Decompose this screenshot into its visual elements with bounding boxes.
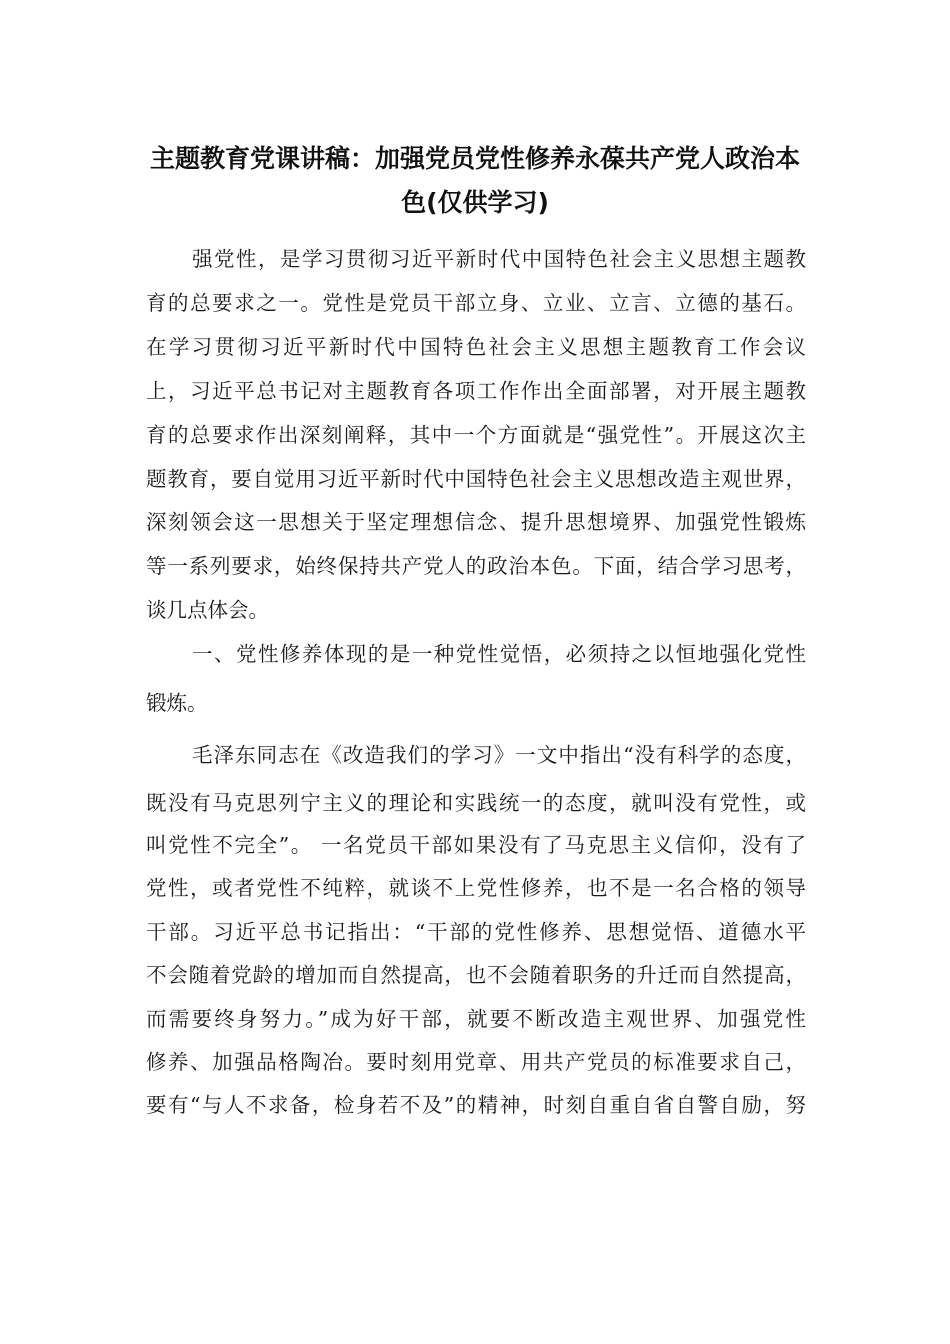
text-line: 题教育，要自觉用习近平新时代中国特色社会主义思想改造主观世界， xyxy=(146,467,806,491)
text-line: 而需要终身努力。”成为好干部，就要不断改造主观世界、加强党性 xyxy=(146,1007,806,1031)
text-line: 既没有马克思列宁主义的理论和实践统一的态度，就叫没有党性，或 xyxy=(146,791,806,815)
text-line: 党性，或者党性不纯粹，就谈不上党性修养，也不是一名合格的领导 xyxy=(146,876,806,900)
text-line: 毛泽东同志在《改造我们的学习》一文中指出“没有科学的态度， xyxy=(192,743,806,767)
text-line: 深刻领会这一思想关于坚定理想信念、提升思想境界、加强党性锻炼 xyxy=(146,510,806,534)
text-line: 一、党性修养体现的是一种党性觉悟，必须持之以恒地强化党性 xyxy=(192,642,806,666)
document-title-line-2: 色(仅供学习) xyxy=(401,188,549,217)
text-line: 修养、加强品格陶冶。要时刻用党章、用共产党员的标准要求自己， xyxy=(146,1050,806,1074)
text-line: 叫党性不完全”。 一名党员干部如果没有了马克思主义信仰，没有了 xyxy=(146,833,806,857)
text-line: 等一系列要求，始终保持共产党人的政治本色。下面，结合学习思考， xyxy=(146,554,806,578)
text-line: 谈几点体会。 xyxy=(146,598,269,622)
text-line: 不会随着党龄的增加而自然提高，也不会随着职务的升迁而自然提高， xyxy=(146,963,806,987)
text-line: 育的总要求之一。党性是党员干部立身、立业、立言、立德的基石。 xyxy=(146,291,806,315)
text-line: 锻炼。 xyxy=(146,691,208,715)
text-line: 上，习近平总书记对主题教育各项工作作出全面部署，对开展主题教 xyxy=(146,379,806,403)
document-title-line-1: 主题教育党课讲稿：加强党员党性修养永葆共产党人政治本 xyxy=(149,144,800,173)
text-line: 育的总要求作出深刻阐释，其中一个方面就是“强党性”。开展这次主 xyxy=(146,423,806,447)
text-line: 在学习贯彻习近平新时代中国特色社会主义思想主题教育工作会议 xyxy=(146,335,806,359)
text-line: 强党性，是学习贯彻习近平新时代中国特色社会主义思想主题教 xyxy=(192,247,806,271)
text-line: 要有“与人不求备，检身若不及”的精神，时刻自重自省自警自励，努 xyxy=(146,1093,806,1117)
text-line: 干部。习近平总书记指出：“干部的党性修养、思想觉悟、道德水平 xyxy=(146,920,806,944)
